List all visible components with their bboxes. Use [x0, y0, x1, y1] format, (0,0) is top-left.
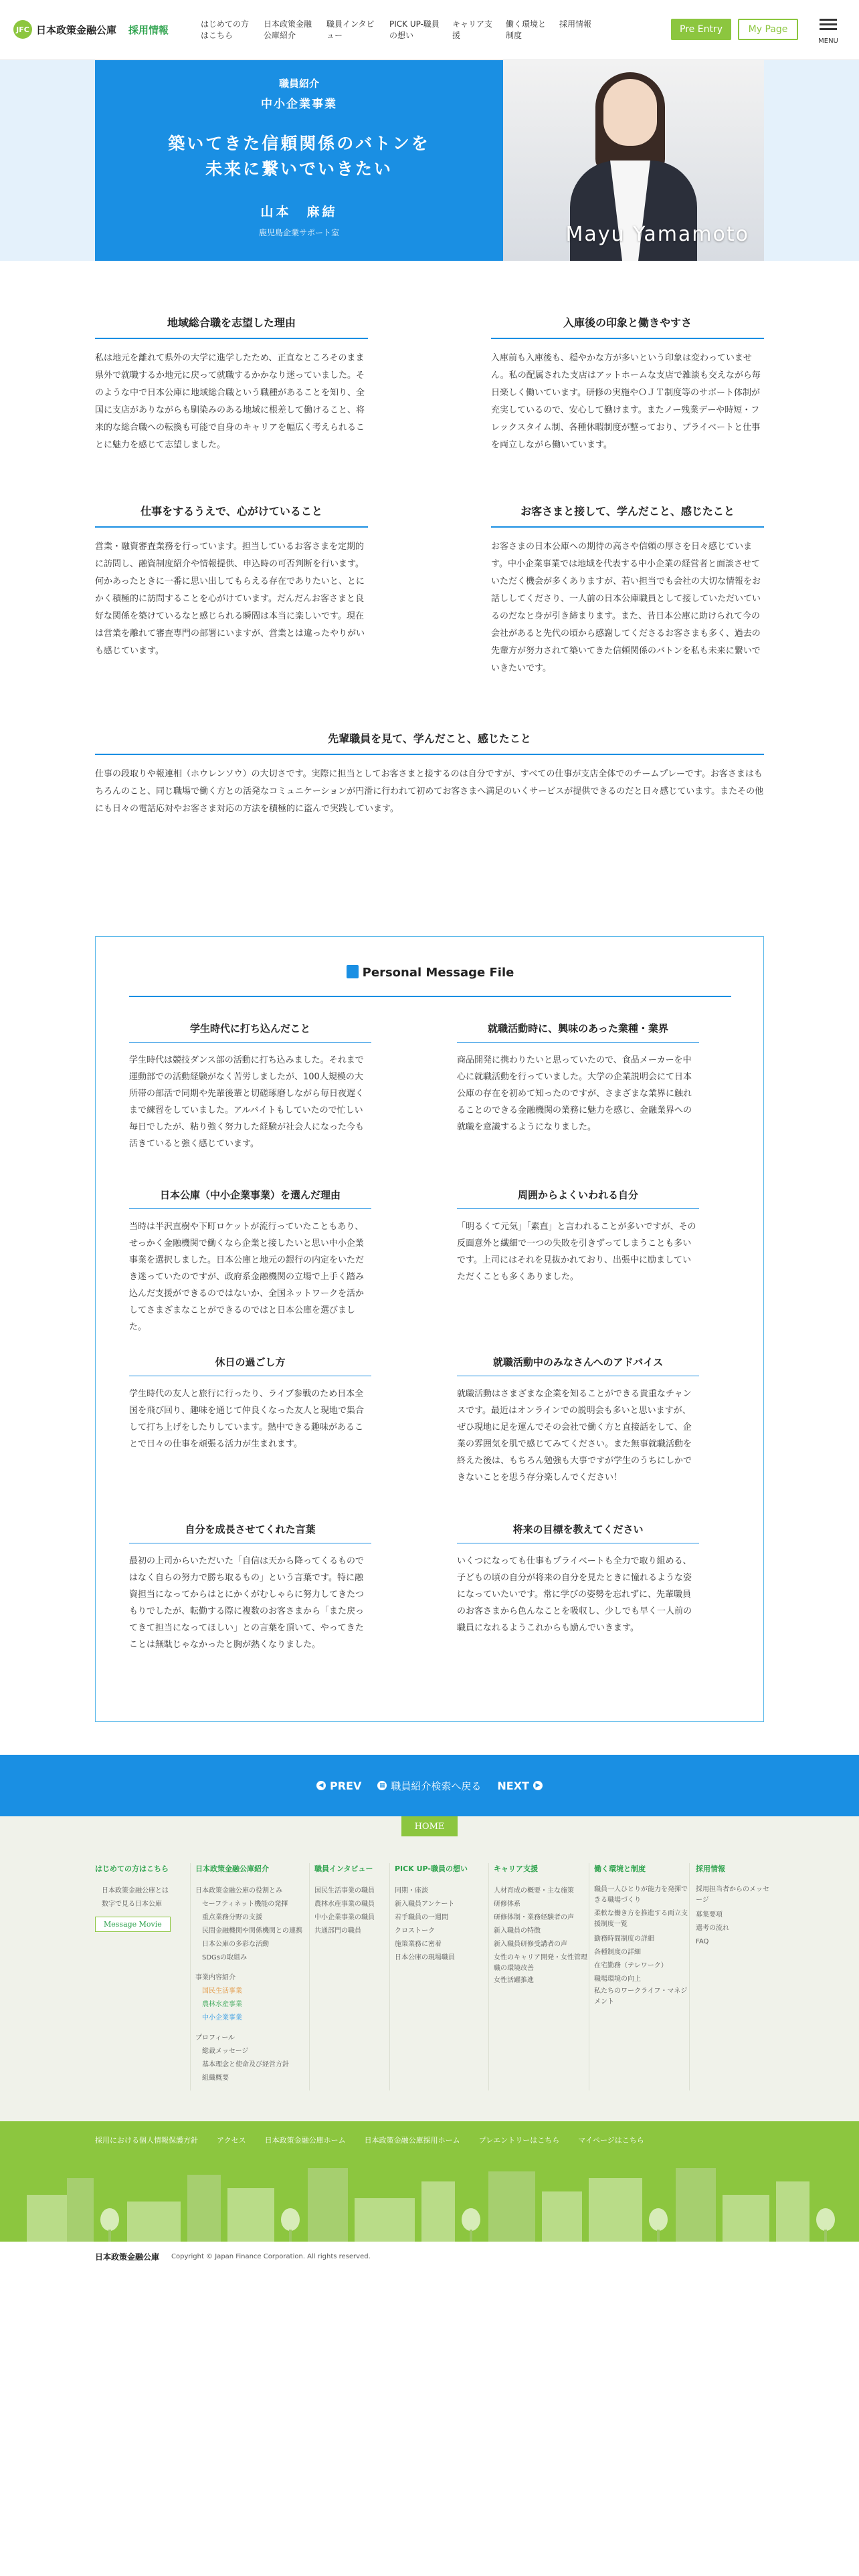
- divider: [309, 1863, 310, 2090]
- building: [227, 2188, 274, 2242]
- divider: [190, 1863, 191, 2090]
- pmf-answer: 学生時代は競技ダンス部の活動に打ち込みました。それまで運動部での活動経験がなく苦労しましたが、100人規模の大所帯の部活で同期や先輩後輩と切磋琢磨しながら毎日夜遅くまで練習をしていました。アルバイトもしていたので忙しい毎日でしたが、粘り強く努力した経験が社会人になった今も活きていると強く感じています。: [129, 1055, 365, 1149]
- hero-catch-line1: 築いてきた信頼関係のバトンを: [168, 134, 430, 153]
- footer-utility-links: [95, 2135, 644, 2145]
- hero-catch-line2: 未来に繋いでいきたい: [205, 159, 393, 179]
- tree: [281, 2208, 300, 2242]
- pmf-question: 日本公庫（中小企業事業）を選んだ理由: [129, 1188, 371, 1209]
- chevron-right-icon: ▶: [533, 1781, 543, 1790]
- jfc-home-link[interactable]: 日本政策金融公庫ホーム: [264, 2136, 346, 2145]
- next-label: NEXT: [497, 1779, 529, 1792]
- building: [127, 2202, 181, 2242]
- nav-item-recruit[interactable]: 採用情報: [559, 19, 592, 29]
- logo-text: 日本政策金融公庫: [36, 23, 117, 36]
- building: [723, 2195, 769, 2242]
- pmf-title-text: Personal Message File: [362, 966, 514, 980]
- footer-link[interactable]: 女性のキャリア開発・女性管理職の環境改善: [494, 1954, 587, 1972]
- access-link[interactable]: アクセス: [217, 2136, 246, 2145]
- footer-col-title[interactable]: 職員インタビュー: [314, 1864, 373, 1873]
- mypage-link[interactable]: マイページはこちら: [578, 2136, 644, 2145]
- pmf-question: 就職活動中のみなさんへのアドバイス: [457, 1355, 699, 1376]
- interview-answer: お客さまの日本公庫への期待の高さや信頼の厚さを日々感じています。中小企業事業では地域を代表する中小企業の経営者と面談させていただく機会が多くありますが、若い担当でも会社の大切な情報をお話ししてくださり、一人前の日本公庫職員として接していただいているのだなと身が引き締まります。また、昔日本公庫に助けられて今の会社があると先代の頃から感謝してくださるお客さまも多く、過去の先輩方が努力されて築いてきた信頼関係のバトンを私も未来に繋いでいきたいです。: [491, 542, 761, 673]
- footer-link[interactable]: 募集要項: [696, 1911, 723, 1919]
- divider: [129, 996, 731, 997]
- pmf-question: 将来の目標を教えてください: [457, 1522, 699, 1543]
- footer-link[interactable]: 新入職員アンケート: [395, 1901, 455, 1908]
- footer-link[interactable]: 日本公庫の現場職員: [395, 1954, 455, 1961]
- footer-link[interactable]: 農林水産事業の職員: [314, 1901, 375, 1908]
- footer-link[interactable]: 研修体制・業務経験者の声: [494, 1914, 574, 1921]
- pmf-item: [457, 1188, 699, 1285]
- footer-link[interactable]: 私たちのワークライフ・マネジメント: [594, 1988, 688, 2006]
- pre-entry-link[interactable]: プレエントリーはこちら: [478, 2136, 560, 2145]
- hero-catch: [95, 131, 503, 182]
- footer-col-recruit: [696, 1863, 769, 1949]
- footer-link[interactable]: 組織概要: [202, 2074, 229, 2082]
- footer-link[interactable]: 勤務時間制度の詳細: [594, 1935, 654, 1943]
- recruit-home-link[interactable]: 日本政策金融公庫採用ホーム: [364, 2136, 460, 2145]
- footer-link[interactable]: 若手職員の一週間: [395, 1914, 448, 1921]
- tree: [649, 2208, 668, 2242]
- interview-question: 仕事をするうえで、心がけていること: [95, 503, 368, 528]
- footer-link[interactable]: セーフティネット機能の発揮: [202, 1901, 288, 1908]
- interview-question: お客さまと接して、学んだこと、感じたこと: [491, 503, 764, 528]
- logo-sub: 採用情報: [128, 23, 169, 36]
- prev-link[interactable]: [316, 1780, 361, 1792]
- footer-col-title[interactable]: はじめての方はこちら: [95, 1864, 169, 1873]
- back-label: 職員紹介検索へ戻る: [391, 1780, 482, 1792]
- nav-item-interview[interactable]: 職員インタビュー: [326, 19, 375, 40]
- spacer: [195, 1965, 309, 1971]
- footer-link[interactable]: 国民生活事業: [202, 1988, 242, 1995]
- nav-item-pickup[interactable]: PICK UP-職員の想い: [389, 19, 440, 40]
- hamburger-icon: [820, 19, 837, 21]
- menu-label: MENU: [818, 37, 838, 45]
- building: [589, 2178, 642, 2242]
- footer-link[interactable]: 総裁メッセージ: [202, 2048, 249, 2055]
- footer-link[interactable]: クロストーク: [395, 1927, 435, 1935]
- back-to-search-link[interactable]: [377, 1779, 481, 1793]
- footer-link[interactable]: 共通部門の職員: [314, 1927, 361, 1935]
- pmf-question: 休日の過ごし方: [129, 1355, 371, 1376]
- logo-mark: JFC: [13, 20, 32, 39]
- footer-col-title[interactable]: PICK UP-職員の想い: [395, 1864, 468, 1873]
- footer-link[interactable]: 職場環境の向上: [594, 1975, 641, 1983]
- footer-link[interactable]: 基本理念と使命及び経営方針: [202, 2061, 289, 2068]
- spacer: [195, 2025, 309, 2032]
- interview-question: 地域総合職を志望した理由: [95, 314, 368, 339]
- hero-label: 職員紹介: [278, 78, 319, 90]
- footer-col-pickup: [395, 1863, 488, 1965]
- pmf-answer: 当時は半沢直樹や下町ロケットが流行っていたこともあり、せっかく金融機関で働くなら企業と接したいと思い中小企業事業を選択しました。日本公庫と地元の銀行の内定をいただき迷っていたのですが、政府系金融機関の立場で上手く踏み込んだ支援ができるのではないか、全国ネットワークを活かしてさまざまなことができるのではと日本公庫を選びました。: [129, 1222, 365, 1332]
- my-page-button[interactable]: My Page: [738, 19, 798, 40]
- interview-item: [95, 730, 764, 818]
- divider: [488, 1863, 489, 2090]
- pmf-item: [129, 1355, 371, 1453]
- footer-col-title[interactable]: キャリア支援: [494, 1864, 538, 1873]
- building: [676, 2168, 716, 2242]
- footer-link[interactable]: 研修体系: [494, 1901, 520, 1908]
- home-tab[interactable]: HOME: [401, 1816, 458, 1836]
- footer-link[interactable]: 日本政策金融公庫の役割とみ: [195, 1887, 282, 1895]
- pmf-question: 周囲からよくいわれる自分: [457, 1188, 699, 1209]
- footer-link[interactable]: 柔軟な働き方を推進する両立支援制度一覧: [594, 1910, 688, 1928]
- footer-col-beginners: [95, 1863, 189, 1932]
- copyright: [95, 2251, 371, 2262]
- staff-department: 鹿児島企業サポート室: [258, 228, 339, 237]
- pmf-answer: 就職活動はさまざまな企業を知ることができる貴重なチャンスです。最近はオンラインでの説明会も多いと思いますが、ぜひ現地に足を運んでその会社で働く方と直接話をして、企業の雰囲気を肌で感じてみてください。また無事就職活動を終えた後は、もちろん勉強も大事ですが学生のうちにしかできないことを思う存分楽しんでください！: [457, 1389, 692, 1483]
- footer-col-environment: [594, 1863, 688, 2008]
- pmf-answer: 商品開発に携わりたいと思っていたので、食品メーカーを中心に就職活動を行っていました。大学の企業説明会にて日本公庫の存在を初めて知ったのですが、さまざまな業界に触れることのできる金融機関の業務に魅力を感じ、金融業界への就職を意識するようになりました。: [457, 1055, 692, 1132]
- tree: [100, 2208, 119, 2242]
- copyright-text: Copyright © Japan Finance Corporation. All rights reserved.: [171, 2253, 371, 2260]
- personal-message-file: [95, 936, 764, 1722]
- interview-question: 入庫後の印象と働きやすさ: [491, 314, 764, 339]
- footer-link[interactable]: 選考の流れ: [696, 1925, 729, 1932]
- footer-link[interactable]: 新入職員研修受講者の声: [494, 1941, 567, 1948]
- interview-item: [95, 503, 368, 660]
- footer-link[interactable]: 中小企業事業の職員: [314, 1914, 375, 1921]
- footer-sitemap: [0, 1816, 859, 2121]
- tree: [462, 2208, 480, 2242]
- footer-link[interactable]: 民間金融機関や関係機関との連携: [202, 1927, 302, 1935]
- pmf-item: [129, 1522, 371, 1653]
- building: [27, 2195, 67, 2242]
- footer-link[interactable]: SDGsの取組み: [202, 1954, 248, 1961]
- footer-link[interactable]: 日本公庫の多彩な活動: [202, 1941, 269, 1948]
- pmf-item: [457, 1522, 699, 1636]
- footer-link[interactable]: 重点業務分野の支援: [202, 1914, 262, 1921]
- pager: [0, 1755, 859, 1816]
- footer-link[interactable]: 新入職員の特徴: [494, 1927, 541, 1935]
- pmf-question: 自分を成長させてくれた言葉: [129, 1522, 371, 1543]
- pmf-question: 就職活動時に、興味のあった業種・業界: [457, 1021, 699, 1043]
- footer-link[interactable]: 施策業務に密着: [395, 1941, 442, 1948]
- hero-panel: [95, 60, 503, 261]
- tree: [816, 2208, 835, 2242]
- menu-button[interactable]: [815, 16, 842, 47]
- footer-link[interactable]: 採用担当者からのメッセージ: [696, 1886, 769, 1904]
- hamburger-icon: [820, 28, 837, 30]
- book-icon: [347, 965, 359, 978]
- footer-link[interactable]: 在宅勤務（テレワーク）: [594, 1962, 668, 1969]
- nav-item-environment[interactable]: 働く環境と制度: [506, 19, 547, 40]
- nav-item-about[interactable]: 日本政策金融公庫紹介: [264, 19, 312, 40]
- pmf-answer: いくつになっても仕事もプライベートも全力で取り組める、子どもの頃の自分が将来の自分を見たときに憧れるような姿になっていたいです。常に学びの姿勢を忘れずに、先輩職員のお客さまから色んなことを吸収し、少しでも早く一人前の職員になれるようこれからも励んでいきます。: [457, 1556, 692, 1633]
- hamburger-icon: [820, 23, 837, 25]
- message-movie-button[interactable]: Message Movie: [95, 1917, 171, 1932]
- footer-link[interactable]: プロフィール: [195, 2034, 235, 2042]
- footer-link[interactable]: 人材育成の概要・主な施策: [494, 1887, 574, 1895]
- footer-col-title[interactable]: 採用情報: [696, 1864, 725, 1873]
- footer-link[interactable]: 各種制度の詳細: [594, 1949, 641, 1956]
- pmf-item: [457, 1355, 699, 1486]
- interview-answer: 営業・融資審査業務を行っています。担当しているお客さまを定期的に訪問し、融資制度紹介や情報提供、申込時の可否判断を行います。何かあったときに一番に思い出してもらえる存在でありたいと、とにかく積極的に訪問することを心がけています。だんだんお客さまと良好な関係を築けているなと感じられる瞬間は本当に楽しいです。現在は営業を離れて審査専門の部署にいますが、営業とは違ったやりがいも感じています。: [95, 542, 365, 656]
- footer-green-band: [0, 2121, 859, 2242]
- pmf-title: [96, 965, 765, 980]
- building: [488, 2171, 535, 2242]
- staff-photo: [503, 60, 764, 261]
- pmf-question: 学生時代に打ち込んだこと: [129, 1021, 371, 1043]
- footer-link[interactable]: 職員一人ひとりが能力を発揮できる職場づくり: [594, 1886, 688, 1904]
- footer-link[interactable]: 数字で見る日本公庫: [102, 1901, 162, 1908]
- interview-item: [95, 314, 368, 454]
- building: [355, 2198, 415, 2242]
- nav-item-career[interactable]: キャリア支援: [452, 19, 493, 40]
- photo-face: [603, 79, 657, 146]
- building: [542, 2191, 582, 2242]
- divider: [389, 1863, 390, 2090]
- hero-business: 中小企業事業: [261, 98, 337, 111]
- pmf-item: [129, 1188, 371, 1335]
- footer-col-title[interactable]: 日本政策金融公庫紹介: [195, 1864, 269, 1873]
- interview-question: 先輩職員を見て、学んだこと、感じたこと: [95, 730, 764, 755]
- footer-col-about: [195, 1863, 309, 2085]
- site-logo[interactable]: [13, 20, 169, 39]
- pmf-answer: 最初の上司からいただいた「自信は天から降ってくるものではなく自らの努力で勝ち取るもの」という言葉です。特に融資担当になってからはとにかくがむしゃらに努力してきたつもりでしたが、転勤する際に複数のお客さまから「また戻ってきて担当になってほしい」との言葉を頂いて、やってきたことは無駄じゃなかったと胸が熱くなりました。: [129, 1556, 365, 1650]
- pmf-item: [457, 1021, 699, 1136]
- building: [187, 2175, 221, 2242]
- city-illustration: [0, 2161, 859, 2242]
- nav-item-beginners[interactable]: はじめての方はこちら: [201, 19, 250, 40]
- footer-link[interactable]: 女性活躍推進: [494, 1977, 534, 1984]
- building: [776, 2181, 809, 2242]
- interview-answer: 私は地元を離れて県外の大学に進学したため、正直なところそのまま県外で就職するか地元に戻って就職するかかなり迷っていました。そのような中で日本公庫に地域総合職という職種があることを知り、全国に支店がありながらも馴染みのある地域に根差して働けること、将来的な総合職への転換も可能で自身のキャリアを幅広く考えられることに魅力を感じて志望しました。: [95, 353, 365, 450]
- interview-answer: 仕事の段取りや報連相（ホウレンソウ）の大切さです。実際に担当としてお客さまと接するのは自分ですが、すべての仕事が支店全体でのチームプレーです。お客さまはもちろんのこと、同じ職場で働く方との活発なコミュニケーションが円滑に行われて初めてお客さまへ満足のいくサービスが提供できるのだと日々感じています。またその他にも日々の電話応対やお客さま対応の方法を積極的に盗んで実践しています。: [95, 769, 764, 814]
- pmf-answer: 「明るくて元気」「素直」と言われることが多いですが、その反面意外と繊細で一つの失敗を引きずってしまうことも多いです。上司にはそれを見抜かれており、出張中に励ましていただくことも多くありました。: [457, 1222, 696, 1282]
- footer-link[interactable]: 国民生活事業の職員: [314, 1887, 375, 1895]
- footer-link[interactable]: 農林水産事業: [202, 2001, 242, 2008]
- staff-name: 山本 麻結: [260, 205, 338, 219]
- interview-item: [491, 314, 764, 454]
- footer-col-title[interactable]: 働く環境と制度: [594, 1864, 646, 1873]
- building: [308, 2168, 348, 2242]
- pmf-answer: 学生時代の友人と旅行に行ったり、ライブ参戦のため日本全国を飛び回り、趣味を通じて仲良くなった友人と現地で集合して打ち上げをしたりしています。熱中できる趣味があることで日々の仕事を頑張る活力が生まれます。: [129, 1389, 365, 1449]
- grid-icon: ▦: [377, 1781, 387, 1790]
- photo-name-caption: Mayu Yamamoto: [565, 223, 749, 246]
- privacy-link[interactable]: 採用における個人情報保護方針: [95, 2136, 198, 2145]
- footer-col-interview: [314, 1863, 388, 1938]
- footer-link[interactable]: 中小企業事業: [202, 2014, 242, 2022]
- footer-link[interactable]: FAQ: [696, 1938, 709, 1945]
- divider: [689, 1863, 690, 2090]
- interview-answer: 入庫前も入庫後も、穏やかな方が多いという印象は変わっていません。私の配属された支店はアットホームな支店で雑談も交えながら毎日楽しく働いています。研修の実施やＯＪＴ制度等のサポート体制が充実しているので、安心して働けます。またノー残業デーや時短・フレックスタイム制、各種休暇制度が整っており、プライベートと仕事を両立しながら働いています。: [491, 353, 761, 450]
- pre-entry-button[interactable]: Pre Entry: [671, 19, 731, 40]
- pmf-item: [129, 1021, 371, 1152]
- next-link[interactable]: [497, 1780, 543, 1792]
- footer-link[interactable]: 事業内容紹介: [195, 1974, 235, 1981]
- building: [421, 2181, 455, 2242]
- interview-item: [491, 503, 764, 677]
- copyright-brand: 日本政策金融公庫: [95, 2252, 160, 2262]
- footer-col-career: [494, 1863, 587, 1988]
- footer-link[interactable]: 同期・座談: [395, 1887, 428, 1895]
- building: [67, 2178, 94, 2242]
- footer-link[interactable]: 日本政策金融公庫とは: [102, 1887, 169, 1895]
- prev-label: PREV: [330, 1779, 362, 1792]
- site-header: [0, 0, 859, 60]
- chevron-left-icon: ◀: [316, 1781, 326, 1790]
- global-nav: [201, 19, 603, 41]
